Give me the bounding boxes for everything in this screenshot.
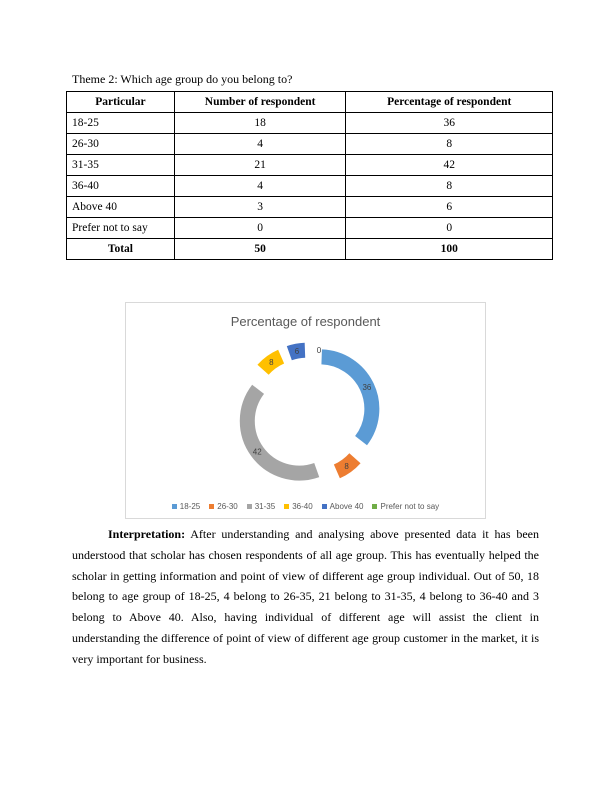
- table-row: [67, 155, 553, 176]
- legend-label: 31-35: [254, 502, 276, 511]
- chart-plot-area: [126, 303, 487, 520]
- row-label: Above 40: [67, 197, 175, 218]
- legend-swatch: [172, 504, 177, 509]
- row-percent: 36: [346, 113, 553, 134]
- data-label-18-25: 36: [362, 382, 372, 392]
- row-percent: 8: [346, 176, 553, 197]
- total-percent: 100: [346, 239, 553, 260]
- row-label: 26-30: [67, 134, 175, 155]
- row-percent: 6: [346, 197, 553, 218]
- legend-swatch: [372, 504, 377, 509]
- table-row: [67, 218, 553, 239]
- row-number: 21: [174, 155, 346, 176]
- row-number: 0: [174, 218, 346, 239]
- row-number: 18: [174, 113, 346, 134]
- total-label: Total: [67, 239, 175, 260]
- row-number: 3: [174, 197, 346, 218]
- row-percent: 0: [346, 218, 553, 239]
- data-label-above-40: 6: [294, 347, 300, 357]
- table-row: [67, 134, 553, 155]
- table-row: [67, 197, 553, 218]
- legend-item-18-25: [172, 502, 200, 511]
- doughnut-chart: [125, 302, 486, 519]
- legend-swatch: [284, 504, 289, 509]
- data-label-36-40: 8: [269, 358, 274, 368]
- age-group-table: [66, 91, 553, 260]
- data-label-31-35: 42: [252, 447, 262, 457]
- legend-item-36-40: [284, 502, 312, 511]
- legend-label: 18-25: [179, 502, 201, 511]
- row-label: 31-35: [67, 155, 175, 176]
- data-label-prefer-not-to-say: 0: [316, 346, 322, 355]
- legend-swatch: [322, 504, 327, 509]
- row-percent: 8: [346, 134, 553, 155]
- legend-label: Above 40: [329, 502, 364, 511]
- row-label: Prefer not to say: [67, 218, 175, 239]
- legend-label: 36-40: [292, 502, 313, 511]
- data-label-26-30: 8: [344, 461, 349, 471]
- legend-label: Prefer not to say: [380, 502, 440, 511]
- legend-label: 26-30: [217, 502, 238, 511]
- chart-legend: [126, 502, 485, 511]
- legend-item-prefer-not-to-say: [372, 502, 439, 511]
- row-label: 18-25: [67, 113, 175, 134]
- row-label: 36-40: [67, 176, 175, 197]
- legend-swatch: [247, 504, 252, 509]
- slice-18-25: [322, 357, 372, 441]
- table-row: [67, 176, 553, 197]
- legend-item-above-40: [322, 502, 364, 511]
- table-total-row: [67, 239, 553, 260]
- header-percentage: Percentage of respondent: [346, 92, 553, 113]
- slice-31-35: [247, 389, 316, 473]
- interpretation-lead: Interpretation:: [108, 527, 186, 541]
- table-row: [67, 113, 553, 134]
- interpretation-text: After understanding and analysing above presented data it has been understood that scholar has chosen respondents of all age group. This has eventually helped the scholar in getting information and point of view of different age group individual. Out of 50, 18 belong to age group of 18-25, 4 belong to 26-35, 21 belong to 31-35, 4 belong to 36-40 and 3 belong to Above 40. Also, having individual of different age will assist the client in understanding the difference of point of view of different age group customer in the market, it is very important for business.: [72, 527, 539, 666]
- header-number: Number of respondent: [174, 92, 346, 113]
- legend-item-26-30: [209, 502, 237, 511]
- row-number: 4: [174, 176, 346, 197]
- row-number: 4: [174, 134, 346, 155]
- legend-item-31-35: [247, 502, 275, 511]
- theme-title: Theme 2: Which age group do you belong to?: [72, 72, 293, 86]
- total-number: 50: [174, 239, 346, 260]
- chart-title: Percentage of respondent: [230, 314, 381, 329]
- row-percent: 42: [346, 155, 553, 176]
- table-header-row: [67, 92, 553, 113]
- interpretation-paragraph: [72, 524, 539, 670]
- legend-swatch: [209, 504, 214, 509]
- header-particular: Particular: [67, 92, 175, 113]
